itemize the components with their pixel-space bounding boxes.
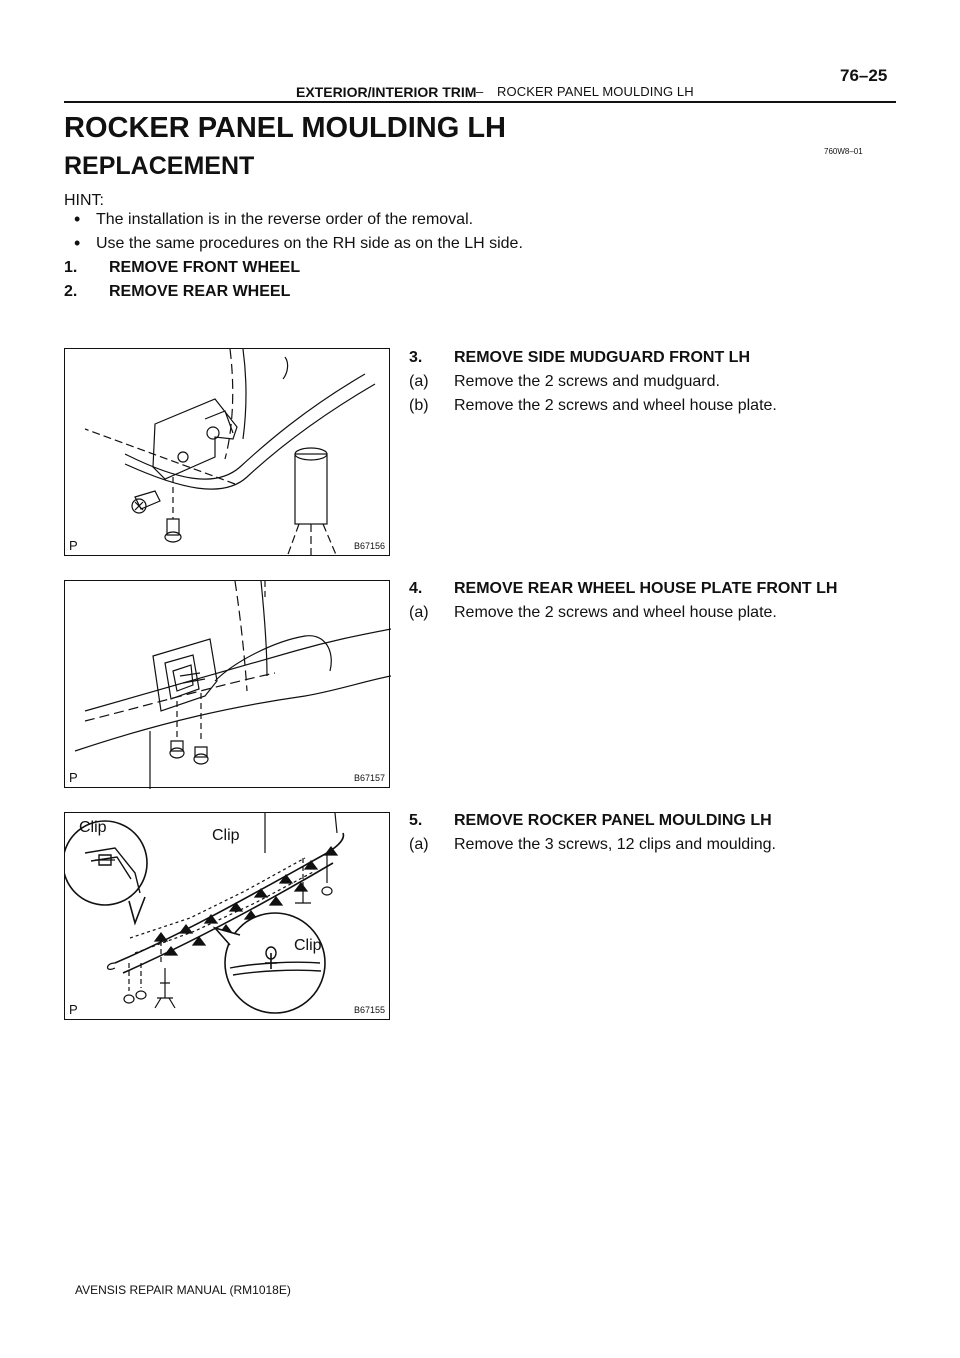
header-rule bbox=[64, 101, 896, 103]
figure-code: B67155 bbox=[353, 1005, 385, 1015]
mudguard-illustration bbox=[65, 349, 391, 557]
page-number: 76–25 bbox=[840, 66, 888, 85]
hint-label: HINT: bbox=[64, 192, 104, 209]
hint-item: • The installation is in the reverse order of the removal. bbox=[74, 209, 474, 229]
header-separator: – bbox=[476, 84, 484, 99]
figure-p-mark: P bbox=[69, 538, 78, 553]
step-4a: (a) Remove the 2 screws and wheel house plate. bbox=[409, 604, 777, 621]
figure-p-mark: P bbox=[69, 1002, 78, 1017]
bullet-icon: • bbox=[74, 233, 81, 253]
figure-wheel-house-plate bbox=[64, 580, 390, 788]
step-5: 5. REMOVE ROCKER PANEL MOULDING LH bbox=[409, 812, 772, 829]
figure-code: B67157 bbox=[353, 773, 385, 783]
step-3: 3. REMOVE SIDE MUDGUARD FRONT LH bbox=[409, 349, 750, 366]
header-subsection: ROCKER PANEL MOULDING LH bbox=[497, 84, 694, 99]
clip-callout: Clip bbox=[212, 827, 240, 844]
page-title: ROCKER PANEL MOULDING LH bbox=[64, 112, 506, 144]
step-5a: (a) Remove the 3 screws, 12 clips and moulding. bbox=[409, 836, 776, 853]
hint-item: • Use the same procedures on the RH side as on the LH side. bbox=[74, 233, 523, 253]
page-subtitle: REPLACEMENT bbox=[64, 152, 255, 180]
clip-callout: Clip bbox=[79, 819, 107, 836]
figure-mudguard bbox=[64, 348, 390, 556]
step-2: 2. REMOVE REAR WHEEL bbox=[64, 283, 291, 300]
step-4: 4. REMOVE REAR WHEEL HOUSE PLATE FRONT LH bbox=[409, 580, 838, 597]
step-1: 1. REMOVE FRONT WHEEL bbox=[64, 259, 301, 276]
step-3b: (b) Remove the 2 screws and wheel house plate. bbox=[409, 397, 777, 414]
figure-rocker-moulding bbox=[64, 812, 390, 1020]
footer-manual-reference: AVENSIS REPAIR MANUAL (RM1018E) bbox=[75, 1283, 291, 1297]
clip-callout: Clip bbox=[294, 937, 322, 954]
document-id: 760W8–01 bbox=[824, 147, 863, 156]
figure-p-mark: P bbox=[69, 770, 78, 785]
wheel-house-plate-illustration bbox=[65, 581, 391, 789]
step-3a: (a) Remove the 2 screws and mudguard. bbox=[409, 373, 720, 390]
header-section: EXTERIOR/INTERIOR TRIM bbox=[296, 84, 477, 100]
figure-code: B67156 bbox=[353, 541, 385, 551]
bullet-icon: • bbox=[74, 209, 81, 229]
